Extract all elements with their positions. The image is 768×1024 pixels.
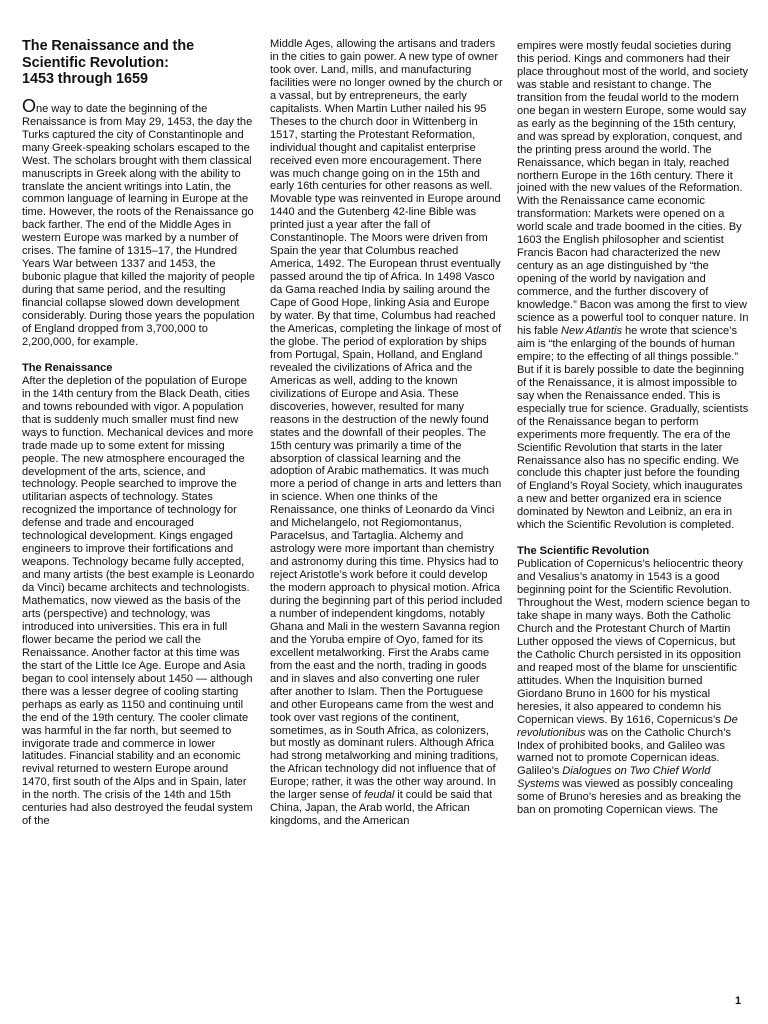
- column-2: [270, 38, 503, 828]
- renaissance-text-col1: After the depletion of the population of Europe in the 14th century from the Black Death, cities and towns rebounded with vigor. A population that is suddenly much smaller must find new ways to function. Mechanical devices and more trade made up to some extent for missing people. The new atmosphere encouraged the development of the arts, science, and technology. People searched to improve the utilitarian aspects of technology. States recognized the importance of technology for defense and trade and encouraged technological development. Kings engaged engineers to improve their fortifications and weapons. Technology became fully accepted, and many artists (the best example is Leonardo da Vinci) became architects and technologists. Mathematics, now viewed as the basis of the arts (perspective) and technology, was introduced into universities. This era in full flower became the period we call the Renaissance. Another factor at this time was the start of the Little Ice Age. Europe and Asia began to cool intensely about 1450 — although there was a lesser degree of cooling starting perhaps as early as 1150 and continuing until the end of the 19th century. The cooler climate was harmful in the far north, but seemed to invigorate trade and commerce in lower latitudes. Financial stability and an economic revival returned to western Europe around 1470, first south of the Alps and in Spain, later in the north. The crisis of the 14th and 15th centuries had also destroyed the feudal system of the: [22, 374, 255, 828]
- italic-title-de-revolutionibus: De revolutionibus: [517, 713, 738, 739]
- renaissance-text-col2: [270, 38, 503, 828]
- italic-term-feudal: feudal: [364, 789, 395, 802]
- sci-rev-text-part-a: Publication of Copernicus’s heliocentric theory and Vesalius’s anatomy in 1543 is a good beginning point for the Scientific Revolution. Throughout the West, modern science began to take shape in many ways. Both the Catholic Church and the Protestant Church of Martin Luther opposed the views of Copernicus, but the Catholic Church persisted in its opposition and reaped most of the blame for unscientific attitudes. When the Inquisition burned Giordano Bruno in 1600 for his mystical heresies, it also appeared to condemn his Copernican views. By 1616, Copernicus’s: [517, 558, 750, 726]
- page-number: 1: [735, 995, 742, 1007]
- intro-paragraph: [22, 95, 255, 349]
- renaissance-heading: The Renaissance: [22, 361, 113, 374]
- drop-cap: O: [22, 95, 37, 116]
- article-title: [22, 38, 255, 88]
- renaissance-text-col2-part-a: Middle Ages, allowing the artisans and traders in the cities to gain power. A new type of owner took over. Land, mills, and manufacturing facilities were no longer owned by the church or a vassal, but by entrepreneurs, the early capitalists. When Martin Luther nailed his 95 Theses to the church door in Wittenberg in 1517, starting the Protestant Reformation, individual thought and capitalist enterprise received even more encouragement. There was much change going on in the 15th and early 16th centuries for other reasons as well. Movable type was reinvented in Europe around 1440 and the Gutenberg 42-line Bible was printed just a year after the fall of Constantinople. The Moors were driven from Spain the year that Columbus reached America, 1492. The European thrust eventually passed around the tip of Africa. In 1498 Vasco da Gama reached India by sailing around the Cape of Good Hope, linking Asia and Europe by water. By that time, Columbus had reached the Americas, completing the linkage of most of the globe. The period of exploration by ships from Portugal, Spain, Holland, and England revealed the civilizations of Africa and the Americas as well, adding to the known civilizations of Europe and Asia. These discoveries, however, resulted for many reasons in the destruction of the newly found states and the downfall of their peoples. The 15th century was primarily a time of the absorption of classical learning and the adoption of Arabic mathematics. It was much more a period of change in arts and letters than in science. When one thinks of the Renaissance, one thinks of Leonardo da Vinci and Michelangelo, not Regiomontanus, Paracelsus, and Tartaglia. Alchemy and astrology were more important than chemistry and astronomy during this time. Physics had to reject Aristotle’s work before it could develop the modern approach to physical motion. Africa during the beginning part of this period included a number of independent kingdoms, notably Ghana and Mali in the western Savanna region and the Yoruba empire of Oyo, famed for its excellent metalworking. First the Arabs came from the east and the north, trading in goods and in slaves and also converting one ruler after another to Islam. Then the Portuguese and other Europeans came from the west and took over vast regions of the continent, sometimes, as in South Africa, as colonizers, but mostly as dominant rulers. Although Africa had strong metalworking and mining traditions, the African technology did not influence that of Europe; rather, it was the other way around. In the larger sense of: [270, 38, 503, 802]
- title-line-3: 1453 through 1659: [22, 71, 148, 88]
- sci-rev-text-part-b: was on the Catholic Church’s Index of prohibited books, and Galileo was warned not to promote Copernican ideas. Galileo’s: [517, 726, 732, 778]
- intro-text: ne way to date the beginning of the Renaissance is from May 29, 1453, the day the Turks captured the city of Constantinople and many Greek-speaking scholars escaped to the West. The scholars brought with them classical manuscripts in Greek along with the ability to translate the ancient writings into Latin, the common language of learning in Europe at the time. However, the roots of the Renaissance go back farther. The end of the Middle Ages in western Europe was marked by a number of crises. The famine of 1315–17, the Hundred Years War between 1337 and 1453, the bubonic plague that killed the majority of people during that same period, and the resulting financial collapse slowed down development considerably. During those years the population of England dropped from 3,700,000 to 2,200,000, for example.: [22, 102, 255, 348]
- column-3: [517, 40, 750, 817]
- renaissance-text-col3-part-b: he wrote that science’s aim is “the enlarging of the bounds of human empire; to the effecting of all things possible.” But if it is barely possible to date the beginning of the Renaissance, it is almost impossible to say when the Renaissance ended. This is especially true for science. Gradually, scientists of the Renaissance began to perform experiments more frequently. The era of the Scientific Revolution that starts in the later Renaissance also has no specific ending. We conclude this chapter just before the founding of England’s Royal Society, which inaugurates a new and better organized era in science dominated by Newton and Leibniz, an era in which the Scientific Revolution is completed.: [517, 324, 749, 532]
- renaissance-text-col3-part-a: empires were mostly feudal societies during this period. Kings and commoners had their place throughout most of the world, and society was stable and resistant to change. The transition from the feudal world to the modern one began in western Europe, some would say as early as the beginning of the 15th century, and was spread by exploration, conquest, and the printing press around the world. The Renaissance, which began in Italy, reached northern Europe in the 16th century. There it joined with the new values of the Reformation. With the Renaissance came economic transformation: Markets were opened on a world scale and trade boomed in the cities. By 1603 the English philosopher and scientist Francis Bacon had characterized the new century as an age distinguished by “the opening of the world by navigation and commerce, and the further discovery of knowledge.” Bacon was among the first to view science as a powerful tool to conquer nature. In his fable: [517, 40, 749, 337]
- title-line-1: The Renaissance and the: [22, 38, 195, 54]
- title-line-2: Scientific Revolution:: [22, 54, 169, 71]
- scientific-revolution-heading: The Scientific Revolution: [517, 545, 650, 558]
- scientific-revolution-text: [517, 558, 750, 817]
- renaissance-text-col3: [517, 40, 750, 532]
- sci-rev-text-part-c: was viewed as possibly concealing some of Bruno’s heresies and as breaking the ban on promoting Copernican views. The: [517, 778, 742, 817]
- italic-title-dialogues: Dialogues on Two Chief World Systems: [517, 765, 711, 791]
- renaissance-text-col2-part-b: it could be said that China, Japan, the Arab world, the African kingdoms, and the American: [270, 789, 493, 828]
- column-1: [22, 38, 255, 828]
- italic-title-new-atlantis: New Atlantis: [561, 324, 623, 337]
